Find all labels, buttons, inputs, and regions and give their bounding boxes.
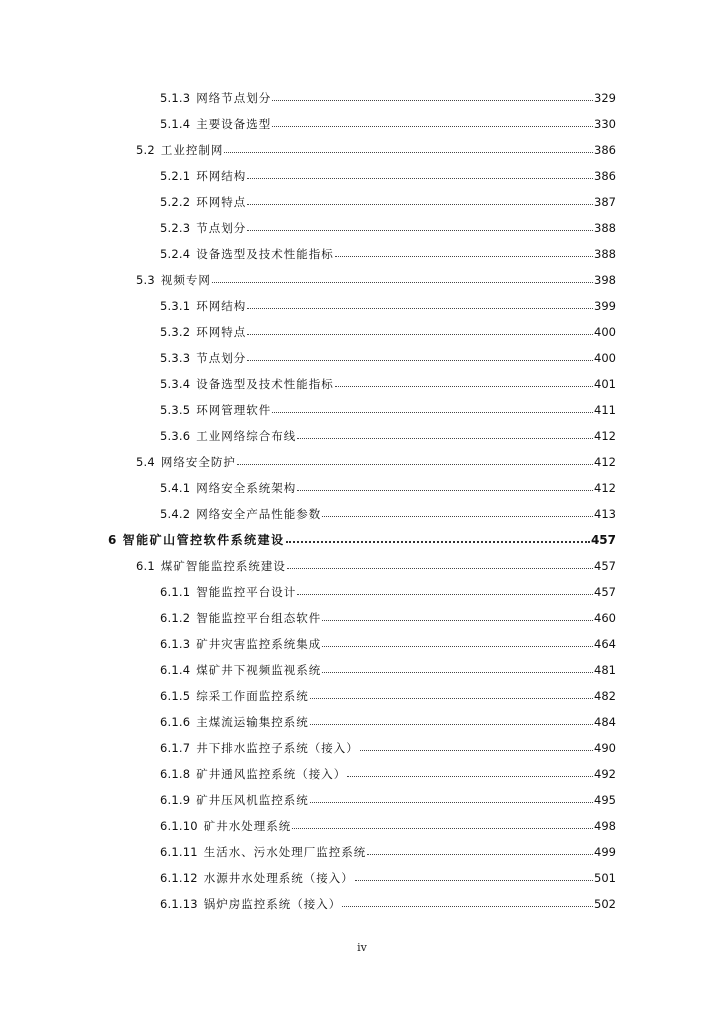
toc-entry-6-1-10[interactable]	[160, 819, 616, 833]
toc-entry-5-4-1[interactable]	[160, 481, 616, 495]
toc-entry-6[interactable]	[108, 533, 616, 547]
toc-entry-6-1-2[interactable]	[160, 611, 616, 625]
toc-dot-leader	[342, 896, 593, 907]
toc-dot-leader	[247, 220, 593, 231]
toc-entry-number: 5.2.1	[160, 169, 191, 183]
toc-entry-number: 6.1.8	[160, 767, 191, 781]
toc-entry-page: 484	[594, 715, 616, 729]
toc-entry-page: 492	[594, 767, 616, 781]
toc-entry-title: 主要设备选型	[196, 117, 272, 131]
toc-dot-leader	[310, 792, 593, 803]
toc-entry-page: 400	[594, 351, 616, 365]
toc-dot-leader	[297, 428, 593, 439]
toc-entry-number: 6.1.7	[160, 741, 191, 755]
toc-entry-number: 5.1.4	[160, 117, 191, 131]
toc-dot-leader	[310, 714, 593, 725]
toc-entry-number: 5.3.2	[160, 325, 191, 339]
toc-entry-title: 主煤流运输集控系统	[196, 715, 309, 729]
toc-entry-page: 502	[594, 897, 616, 911]
toc-entry-5-3-3[interactable]	[160, 351, 616, 365]
toc-entry-number: 5.4.2	[160, 507, 191, 521]
toc-entry-page: 387	[594, 195, 616, 209]
toc-entry-number: 6.1.3	[160, 637, 191, 651]
toc-entry-page: 457	[594, 559, 616, 573]
toc-entry-number: 6.1.1	[160, 585, 191, 599]
toc-entry-number: 5.3.4	[160, 377, 191, 391]
toc-entry-number: 5.3.1	[160, 299, 191, 313]
page-number-footer: iv	[357, 941, 367, 954]
toc-entry-title: 环网管理软件	[196, 403, 272, 417]
toc-entry-page: 412	[594, 481, 616, 495]
toc-entry-5-3-5[interactable]	[160, 403, 616, 417]
toc-dot-leader	[286, 532, 590, 543]
toc-dot-leader	[335, 376, 593, 387]
toc-dot-leader	[322, 636, 593, 647]
toc-entry-5-3-4[interactable]	[160, 377, 616, 391]
toc-entry-title: 矿井灾害监控系统集成	[196, 637, 322, 651]
toc-entry-title: 井下排水监控子系统（接入）	[196, 741, 359, 755]
toc-entry-title: 设备选型及技术性能指标	[196, 247, 334, 261]
toc-entry-page: 412	[594, 455, 616, 469]
toc-entry-title: 网络安全防护	[160, 455, 236, 469]
toc-entry-page: 388	[594, 221, 616, 235]
toc-entry-5-2-1[interactable]	[160, 169, 616, 183]
toc-entry-page: 482	[594, 689, 616, 703]
toc-entry-5-3-6[interactable]	[160, 429, 616, 443]
toc-entry-title: 节点划分	[196, 221, 247, 235]
toc-entry-5-3[interactable]	[136, 273, 616, 287]
toc-entry-page: 386	[594, 143, 616, 157]
toc-dot-leader	[297, 480, 593, 491]
toc-entry-title: 环网结构	[196, 299, 247, 313]
toc-entry-page: 490	[594, 741, 616, 755]
toc-entry-6-1-13[interactable]	[160, 897, 616, 911]
toc-entry-5-2[interactable]	[136, 143, 616, 157]
toc-entry-page: 329	[594, 91, 616, 105]
toc-entry-number: 5.2.4	[160, 247, 191, 261]
toc-entry-number: 5.4	[136, 455, 155, 469]
toc-entry-title: 智能矿山管控软件系统建设	[122, 533, 285, 547]
toc-dot-leader	[287, 558, 593, 569]
toc-entry-title: 锅炉房监控系统（接入）	[203, 897, 342, 911]
toc-entry-6-1-12[interactable]	[160, 871, 616, 885]
toc-entry-number: 5.3	[136, 273, 155, 287]
toc-dot-leader	[247, 350, 593, 361]
toc-entry-6-1-6[interactable]	[160, 715, 616, 729]
toc-entry-number: 5.2.3	[160, 221, 191, 235]
toc-entry-page: 388	[594, 247, 616, 261]
toc-entry-5-2-4[interactable]	[160, 247, 616, 261]
toc-entry-title: 水源井水处理系统（接入）	[203, 871, 354, 885]
toc-entry-number: 5.3.6	[160, 429, 191, 443]
toc-entry-title: 环网特点	[196, 195, 247, 209]
toc-entry-number: 6.1.5	[160, 689, 191, 703]
toc-entry-5-3-1[interactable]	[160, 299, 616, 313]
toc-entry-5-1-4[interactable]	[160, 117, 616, 131]
toc-dot-leader	[247, 298, 593, 309]
toc-entry-6-1-1[interactable]	[160, 585, 616, 599]
toc-dot-leader	[247, 168, 593, 179]
toc-entry-6-1-9[interactable]	[160, 793, 616, 807]
toc-entry-number: 6.1.13	[160, 897, 198, 911]
toc-entry-title: 生活水、污水处理厂监控系统	[203, 845, 367, 859]
toc-dot-leader	[224, 142, 593, 153]
toc-entry-page: 457	[590, 533, 616, 547]
toc-entry-6-1-11[interactable]	[160, 845, 616, 859]
toc-entry-number: 5.3.5	[160, 403, 191, 417]
toc-dot-leader	[272, 402, 593, 413]
toc-entry-page: 413	[594, 507, 616, 521]
toc-entry-page: 330	[594, 117, 616, 131]
toc-entry-title: 综采工作面监控系统	[196, 689, 309, 703]
toc-entry-5-4-2[interactable]	[160, 507, 616, 521]
toc-dot-leader	[310, 688, 593, 699]
toc-entry-title: 工业控制网	[160, 143, 224, 157]
toc-entry-page: 398	[594, 273, 616, 287]
toc-entry-page: 400	[594, 325, 616, 339]
toc-entry-title: 智能监控平台组态软件	[196, 611, 322, 625]
toc-entry-title: 智能监控平台设计	[196, 585, 297, 599]
toc-entry-number: 6.1.12	[160, 871, 198, 885]
toc-entry-page: 399	[594, 299, 616, 313]
toc-entry-page: 501	[594, 871, 616, 885]
toc-dot-leader	[247, 194, 593, 205]
toc-dot-leader	[322, 610, 593, 621]
toc-entry-6-1[interactable]	[136, 559, 616, 573]
toc-entry-number: 6.1.11	[160, 845, 198, 859]
toc-entry-title: 设备选型及技术性能指标	[196, 377, 334, 391]
toc-entry-title: 网络节点划分	[196, 91, 272, 105]
toc-entry-title: 环网结构	[196, 169, 247, 183]
toc-entry-number: 6.1.4	[160, 663, 191, 677]
toc-dot-leader	[272, 90, 593, 101]
toc-entry-title: 网络安全系统架构	[196, 481, 297, 495]
toc-dot-leader	[322, 662, 593, 673]
toc-entry-5-2-2[interactable]	[160, 195, 616, 209]
toc-entry-page: 386	[594, 169, 616, 183]
toc-entry-6-1-4[interactable]	[160, 663, 616, 677]
toc-dot-leader	[212, 272, 593, 283]
toc-entry-page: 411	[594, 403, 616, 417]
toc-entry-page: 499	[594, 845, 616, 859]
toc-dot-leader	[247, 324, 593, 335]
toc-dot-leader	[335, 246, 593, 257]
toc-entry-title: 节点划分	[196, 351, 247, 365]
toc-entry-title: 煤矿井下视频监视系统	[196, 663, 322, 677]
toc-entry-page: 401	[594, 377, 616, 391]
toc-entry-title: 网络安全产品性能参数	[196, 507, 322, 521]
toc-entry-title: 矿井水处理系统	[203, 819, 292, 833]
toc-entry-page: 464	[594, 637, 616, 651]
toc-entry-number: 6.1.2	[160, 611, 191, 625]
toc-entry-5-2-3[interactable]	[160, 221, 616, 235]
toc-entry-page: 495	[594, 793, 616, 807]
toc-entry-number: 6.1.10	[160, 819, 198, 833]
toc-entry-page: 457	[594, 585, 616, 599]
toc-dot-leader	[355, 870, 593, 881]
toc-dot-leader	[297, 584, 593, 595]
toc-entry-number: 5.4.1	[160, 481, 191, 495]
toc-entry-number: 5.2	[136, 143, 155, 157]
toc-entry-6-1-5[interactable]	[160, 689, 616, 703]
toc-dot-leader	[360, 740, 593, 751]
toc-entry-title: 视频专网	[160, 273, 211, 287]
toc-entry-title: 环网特点	[196, 325, 247, 339]
toc-dot-leader	[347, 766, 593, 777]
toc-entry-number: 5.3.3	[160, 351, 191, 365]
toc-entry-title: 矿井通风监控系统（接入）	[196, 767, 347, 781]
toc-entry-6-1-8[interactable]	[160, 767, 616, 781]
toc-entry-5-1-3[interactable]	[160, 91, 616, 105]
toc-entry-page: 412	[594, 429, 616, 443]
toc-entry-5-4[interactable]	[136, 455, 616, 469]
toc-entry-number: 5.1.3	[160, 91, 191, 105]
toc-dot-leader	[322, 506, 593, 517]
toc-entry-number: 5.2.2	[160, 195, 191, 209]
toc-entry-number: 6.1	[136, 559, 155, 573]
toc-entry-6-1-3[interactable]	[160, 637, 616, 651]
toc-entry-page: 481	[594, 663, 616, 677]
toc-entry-number: 6	[108, 533, 117, 547]
toc-entry-number: 6.1.6	[160, 715, 191, 729]
toc-entry-title: 煤矿智能监控系统建设	[160, 559, 286, 573]
toc-dot-leader	[272, 116, 593, 127]
toc-entry-6-1-7[interactable]	[160, 741, 616, 755]
toc-entry-page: 460	[594, 611, 616, 625]
toc-entry-page: 498	[594, 819, 616, 833]
toc-dot-leader	[292, 818, 593, 829]
toc-dot-leader	[237, 454, 593, 465]
toc-entry-number: 6.1.9	[160, 793, 191, 807]
toc-entry-5-3-2[interactable]	[160, 325, 616, 339]
toc-dot-leader	[367, 844, 593, 855]
toc-entry-title: 工业网络综合布线	[196, 429, 297, 443]
toc-entry-title: 矿井压风机监控系统	[196, 793, 309, 807]
